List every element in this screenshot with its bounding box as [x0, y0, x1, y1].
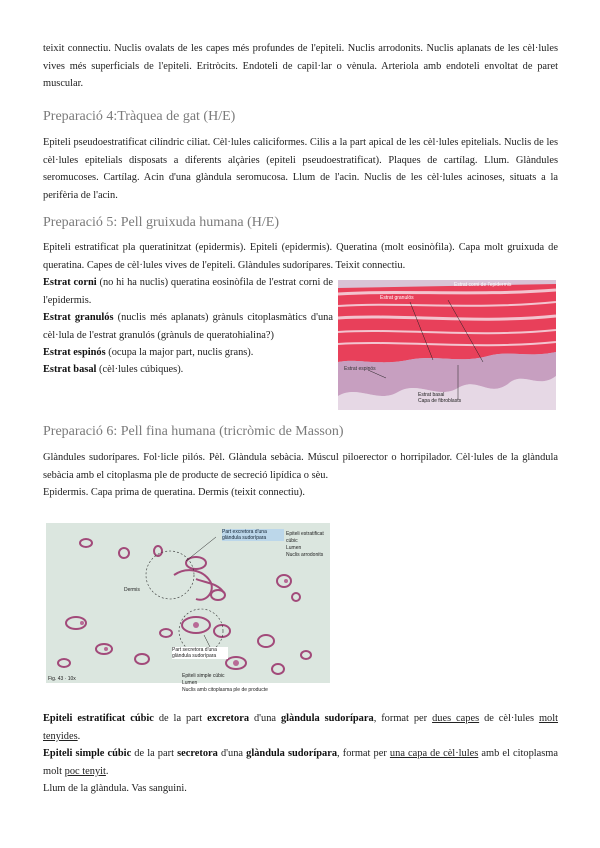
text-fragment: d'una — [249, 713, 281, 724]
section-4-paragraph: Epiteli pseudoestratificat cilíndric ciliat. Cèl·lules caliciformes. Cilis a la part apical de les cèl·lules epitelials. Nuclis de les cèl·lules epitelials disposats a diferents alçàries (epiteli pseudoestratificat). Plaques de cartílag. Llum. Glàndules seromucoses. Cartílag. Acin d'una glàndula seromucosa. Llum de l'acin. Nuclis de les cèl·lules acinoses, situats a la perifèria de l'acin. — [43, 137, 558, 201]
estrat-granulos-desc: (nuclis més aplanats) grànuls citoplasmàtics d'una cèl·lula de l'estrat granulós (grànuls de queratohialina?) — [43, 312, 333, 341]
label-top-side-4: Nuclis arrodonits — [286, 552, 324, 558]
estrat-basal-term: Estrat basal — [43, 364, 97, 375]
secretory-epithelium-paragraph — [43, 745, 558, 780]
text-fragment: de la part — [131, 748, 178, 759]
label-estrat-granulos: Estrat granulós — [380, 295, 414, 301]
estrat-espinos-term: Estrat espinós — [43, 347, 106, 358]
estrat-espinos-desc: (ocupa la major part, nuclis grans). — [105, 347, 254, 358]
estrat-granulos-paragraph — [43, 309, 333, 344]
gland-lumen-paragraph: Llum de la glàndula. Vas sanguini. — [43, 783, 187, 794]
term-glandula-sudoripara: glàndula sudorípara — [280, 713, 374, 724]
text-fragment: de cèl·lules — [479, 713, 539, 724]
thick-skin-svg — [338, 280, 556, 410]
section-6-paragraph-1: Glàndules sudorípares. Fol·licle pilós. Pèl. Glàndula sebàcia. Múscul piloerector o horripilador. Cèl·lules de la glàndula sebàcia amb el citoplasma ple de producte de secreció lipídica o sèu. — [43, 452, 558, 481]
label-part-secretora: Part secretora d'una glàndula sudorípara — [172, 647, 228, 659]
text-fragment: . — [77, 730, 81, 742]
label-part-excretora: Part excretora d'una glàndula sudorípara — [222, 529, 284, 541]
text-fragment: , format per — [373, 713, 433, 724]
text-fragment: de la part — [153, 713, 208, 724]
stratum-corneum — [338, 284, 556, 362]
label-estrat-basal: Estrat basal — [418, 392, 445, 398]
label-bottom-side-3: Nuclis amb citoplasma ple de producte — [182, 687, 268, 693]
section-5-paragraph: Epiteli estratificat pla queratinitzat (epidermis). Epiteli (epidermis). Queratina (molt eosinòfila). Capa molt gruixuda de queratina. Capes de cèl·lules vives de l'epiteli. Glàndules sudorípares. Teixit connectiu. — [43, 242, 558, 271]
underlined-poc-tenyit: poc tenyit — [64, 765, 106, 777]
term-glandula-sudoripara-2: glàndula sudorípara — [246, 748, 338, 759]
excretory-epithelium-paragraph — [43, 710, 558, 745]
estrat-corni-desc: (no hi ha nuclis) queratina eosinòfila de l'estrat corni de l'epidermis. — [43, 277, 333, 306]
label-dermis: Dermis — [124, 587, 140, 593]
intro-paragraph: teixit connectiu. Nuclis ovalats de les capes més profundes de l'epiteli. Nuclis arrodonits. Nuclis aplanats de les cèl·lules vives més superficials de l'epiteli. Eritròcits. Endoteli de capil·lar o vènula. Arteriola amb endoteli envoltat de paret muscular. — [43, 43, 558, 90]
text-fragment: , format per — [337, 748, 390, 759]
section-5-heading: Preparació 5: Pell gruixuda humana (H/E) — [43, 215, 279, 230]
estrat-basal-paragraph — [43, 361, 333, 379]
label-top-side-2: cúbic — [286, 538, 298, 544]
term-excretora: excretora — [207, 713, 250, 724]
text-fragment: . — [105, 765, 109, 777]
term-epiteli-simple-cubic: Epiteli simple cúbic — [43, 748, 132, 759]
label-estrat-espinos: Estrat espinós — [344, 366, 376, 372]
label-fig-number: Fig. 43 · 10x — [48, 676, 76, 682]
section-6-paragraph-2: Epidermis. Capa prima de queratina. Dermis (teixit connectiu). — [43, 487, 305, 498]
label-capa-fibroblasts: Capa de fibroblasts — [418, 398, 462, 404]
text-fragment: amb el citoplasma molt — [43, 748, 558, 777]
underlined-dues-capes: dues capes — [432, 713, 480, 724]
estrat-corni-paragraph — [43, 274, 333, 309]
label-top-side-1: Epiteli estratificat — [286, 531, 324, 537]
term-epiteli-estratificat-cubic: Epiteli estratificat cúbic — [43, 713, 154, 724]
estrat-granulos-term: Estrat granulós — [43, 312, 114, 323]
label-bottom-side-2: Lumen — [182, 680, 198, 686]
label-estrat-corni: Estrat corni de l'epidermis — [454, 282, 512, 288]
label-bottom-side-1: Epiteli simple cúbic — [182, 673, 225, 679]
thick-skin-micrograph — [338, 280, 556, 410]
underlined-una-capa: una capa de cèl·lules — [389, 748, 479, 759]
section-6-heading: Preparació 6: Pell fina humana (tricròmic de Masson) — [43, 424, 344, 439]
section-4-heading: Preparació 4:Tràquea de gat (H/E) — [43, 109, 236, 124]
term-secretora: secretora — [177, 748, 218, 759]
thin-skin-micrograph — [46, 523, 330, 705]
caption-area — [46, 683, 186, 705]
estrat-basal-desc: (cèl·lules cúbiques). — [96, 364, 184, 375]
label-top-side-3: Lumen — [286, 545, 302, 551]
estrat-espinos-paragraph — [43, 344, 333, 362]
text-fragment: d'una — [217, 748, 247, 759]
underlined-molt-tenyides: molt tenyides — [43, 713, 559, 742]
estrat-corni-term: Estrat corni — [43, 277, 97, 288]
